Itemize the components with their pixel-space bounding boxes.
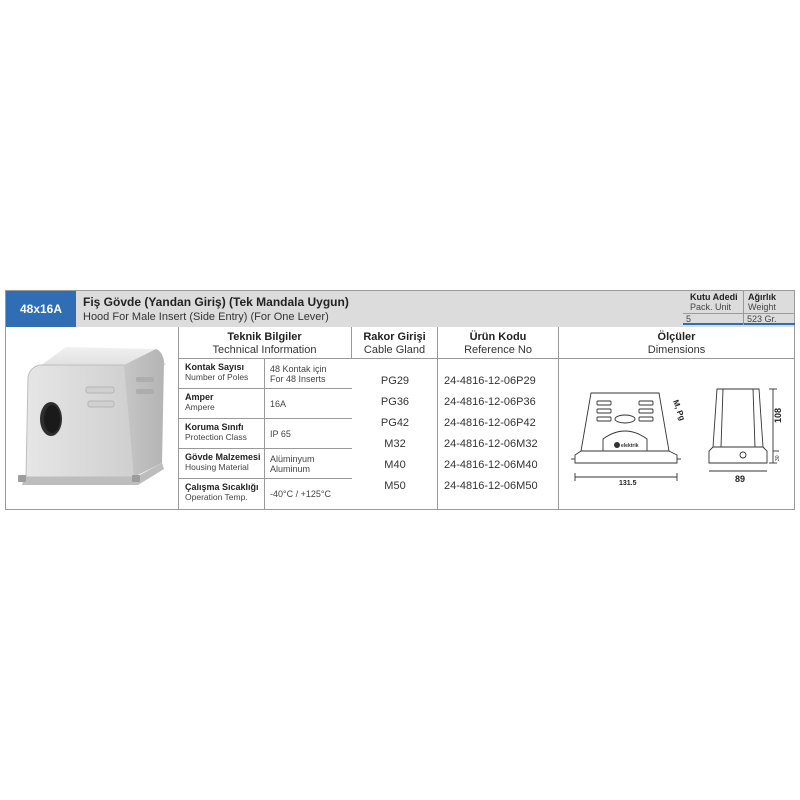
tech-key-en: Operation Temp. [185,492,248,502]
tech-row-ampere [178,389,352,419]
gland-cell: M40 [384,459,406,471]
tech-key [178,419,265,448]
tech-value-line2: Aluminum [270,463,311,474]
tech-row-protection [178,419,352,449]
cable-gland-header [352,327,438,359]
dimensions-drawing [559,359,794,509]
tech-header-en: Technical Information [212,344,317,356]
gland-header-tr: Rakor Girişi [363,331,426,343]
dim-header-tr: Ölçüler [657,331,696,343]
base-dimension-label: 30 [775,455,781,461]
tech-value [265,359,352,388]
gland-cell: M32 [384,438,406,450]
gland-header-en: Cable Gland [363,344,426,356]
hood-product-image [6,327,178,509]
gland-cell: PG36 [380,396,410,408]
height-dimension-label: 108 [773,407,783,423]
dim-header-en: Dimensions [647,344,706,356]
tech-key-en: Number of Poles [185,372,249,382]
tech-value-line1: -40°C / +125°C [270,489,331,499]
tech-value [265,449,352,478]
reference-cell: 24-4816-12-06M32 [444,438,538,450]
tech-header-tr: Teknik Bilgiler [227,331,302,343]
tech-value [265,389,352,418]
tech-key-tr: Çalışma Sıcaklığı [185,482,259,492]
reference-cell: 24-4816-12-06M40 [444,459,538,471]
tech-row-temperature [178,479,352,509]
gland-cell: M50 [384,480,406,492]
tech-value-line1: IP 65 [270,428,291,439]
reference-cell: 24-4816-12-06P42 [444,417,536,429]
pack-unit-cell [683,291,743,325]
tech-value [265,479,352,509]
weight-label-tr: Ağırlık [748,292,777,302]
gland-cell: PG29 [380,375,410,387]
tech-key-tr: Amper [185,392,214,402]
tech-value-line1: 16A [270,398,287,409]
title-turkish: Fiş Gövde (Yandan Giriş) (Tek Mandala Uygun) [83,295,349,309]
tech-key-tr: Kontak Sayısı [185,362,245,372]
product-card [5,290,795,510]
tech-value-line1: Alüminyum [270,453,315,464]
tech-key [178,359,265,388]
logo-icon [614,442,620,448]
weight-label-en: Weight [748,302,776,312]
product-code-badge: 48x16A [6,291,76,327]
dimensions-header [559,327,794,359]
reference-column [438,359,559,509]
ref-header-en: Reference No [464,344,532,356]
tech-key [178,479,265,509]
depth-dimension-label: 89 [735,474,746,484]
title-english: Hood For Male Insert (Side Entry) (For One Lever) [83,311,329,323]
pack-value: 5 [683,313,743,325]
tech-value-line2: For 48 Inserts [270,373,326,384]
tech-key-tr: Gövde Malzemesi [185,452,261,462]
tech-value [265,419,352,448]
pack-label-tr: Kutu Adedi [690,292,738,302]
tech-key-en: Protection Class [185,432,247,442]
tech-key [178,389,265,418]
technical-drawing [559,359,794,509]
product-image-cell [6,327,179,509]
reference-cell: 24-4816-12-06P29 [444,375,536,387]
width-dimension-label: 131.5 [619,480,637,487]
ref-header-tr: Ürün Kodu [469,331,527,343]
tech-key-en: Ampere [185,402,215,412]
tech-row-poles [178,359,352,389]
tech-value-line1: 48 Kontak için [270,363,327,374]
tech-info-header [178,327,352,359]
reference-cell: 24-4816-12-06M50 [444,480,538,492]
gland-cell: PG42 [380,417,410,429]
tech-key-tr: Koruma Sınıfı [185,422,244,432]
tech-key [178,449,265,478]
logo-text: elektrik [621,443,639,449]
weight-cell [743,291,795,325]
weight-value: 523 Gr. [744,313,795,325]
entry-label: M, Pg [671,398,687,422]
cable-gland-column [352,359,438,509]
tech-row-material [178,449,352,479]
front-view [571,393,681,481]
pack-label-en: Pack. Unit [690,302,732,312]
reference-header [438,327,559,359]
tech-key-en: Housing Material [185,462,249,472]
side-view [709,389,779,471]
header-bar [6,291,794,327]
reference-cell: 24-4816-12-06P36 [444,396,536,408]
